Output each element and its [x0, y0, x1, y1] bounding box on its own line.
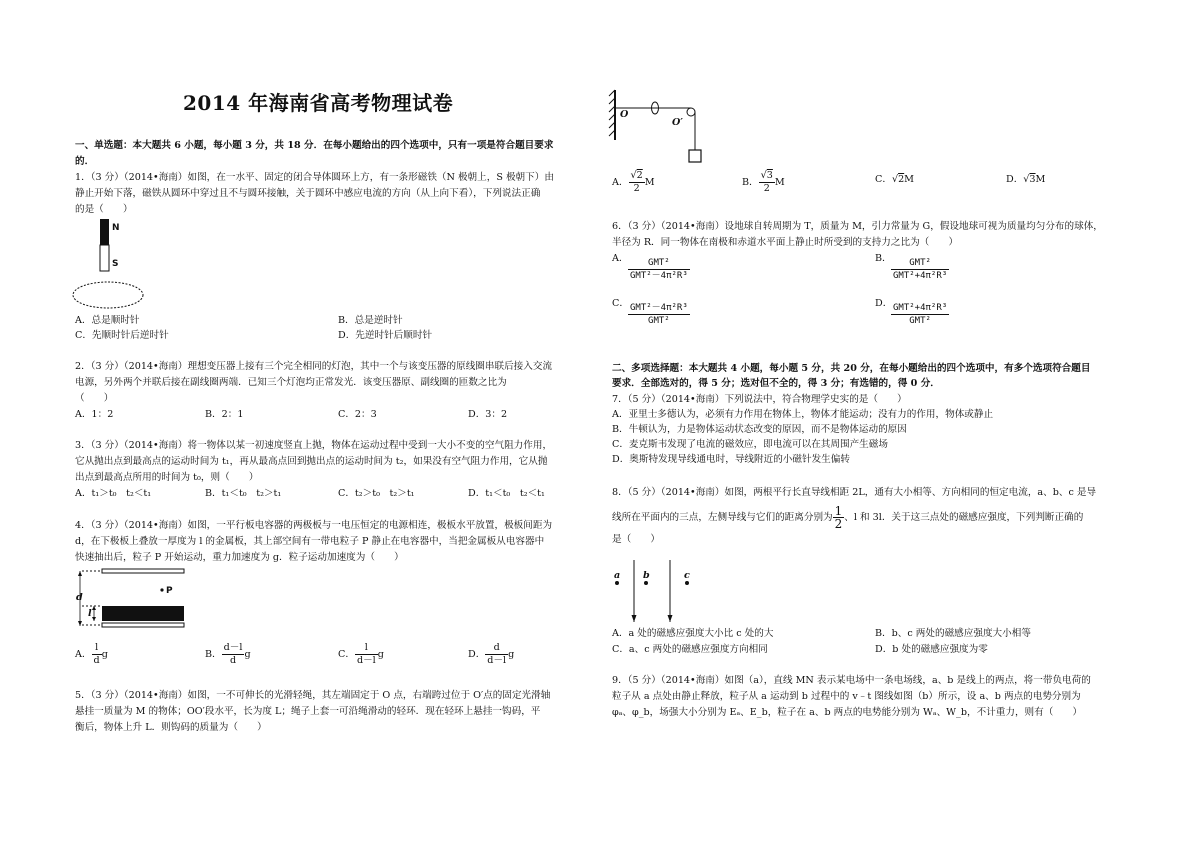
q4-line3: 快速抽出后，粒子 P 开始运动，重力加速度为 g．粒子运动加速度为（ ） — [75, 552, 404, 563]
q8-figure-wires — [608, 556, 718, 626]
q6-option-b-den: GMT²+4π²R³ — [893, 271, 948, 281]
q4-option-d-fraction — [485, 642, 508, 667]
q8-line3: 是（ ） — [612, 534, 660, 545]
q6-option-c-label: C． — [612, 298, 629, 309]
q4-option-a-num: l — [92, 642, 102, 655]
q8-fig-c-label: c — [684, 570, 690, 581]
section1-heading-line2: 的． — [75, 156, 95, 167]
section1-heading-line1: 一、单选题：本大题共 6 小题，每小题 3 分，共 18 分．在每小题给出的四个选项中，只有一项是符合题目要求 — [75, 140, 554, 151]
q8-line2-post: 、l 和 3l．关于这三点处的磁感应强度，下列判断正确的 — [844, 512, 1084, 523]
q4-option-a-fraction — [92, 642, 102, 667]
q4-option-c-num: l — [355, 642, 378, 655]
q9-line3: φₐ、φ_b，场强大小分别为 Eₐ、E_b，粒子在 a、b 两点的电势能分别为 Wₐ、W_b，不计重力，则有（ ） — [612, 707, 1083, 718]
q4-figure-capacitor — [72, 566, 192, 636]
q5-option-d-rad: 3 — [1029, 174, 1036, 185]
q8-fig-b-label: b — [643, 570, 650, 581]
q1-option-b: B．总是逆时针 — [338, 315, 403, 326]
q5-option-c: C．√2M — [875, 174, 914, 185]
q6-option-d-fraction — [891, 302, 949, 327]
q3-line1: 3．（3 分）（2014•海南）将一物体以某一初速度竖直上抛，物体在运动过程中受到一大小不变的空气阻力作用， — [75, 440, 553, 451]
q2-option-c: C．2：3 — [338, 409, 377, 420]
q3-option-d: D．t₁＜t₀ t₂＜t₁ — [468, 488, 545, 499]
q6-option-d-den: GMT² — [909, 316, 931, 326]
q4-option-c — [338, 642, 384, 667]
q5-option-b-den: 2 — [763, 183, 770, 194]
q1-option-d: D．先逆时针后顺时针 — [338, 330, 433, 341]
q9-line2: 粒子从 a 点处由静止释放，粒子从 a 运动到 b 过程中的 v﹣t 图线如图（b）所示，设 a、b 两点的电势分别为 — [612, 691, 1081, 702]
q4-fig-l-label: l — [88, 608, 92, 619]
q4-option-d-suffix: g — [508, 649, 515, 660]
q5-line3: 衡后，物体上升 L．则钩码的质量为（ ） — [75, 722, 267, 733]
q5-option-b — [742, 170, 785, 195]
q3-line3: 出点到最高点所用的时间为 t₀，则（ ） — [75, 472, 259, 483]
q5-option-d: D．√3M — [1006, 174, 1046, 185]
q4-option-d-den: d－l — [487, 655, 507, 666]
q1-option-a: A．总是顺时针 — [75, 315, 140, 326]
magnet-n-label: N — [112, 223, 120, 233]
q4-fig-d-label: d — [76, 592, 83, 603]
q7-option-d: D．奥斯特发现导线通电时，导线附近的小磁针发生偏转 — [612, 454, 850, 465]
page-title: 2014 年海南省高考物理试卷 — [183, 91, 454, 115]
q4-option-b-label: B． — [205, 649, 222, 660]
q5-option-c-label: C． — [875, 174, 892, 185]
q4-option-b-den: d — [229, 655, 237, 666]
q6-option-b-num: GMT² — [891, 257, 949, 270]
q6-option-b-fraction — [891, 257, 949, 282]
q4-option-c-label: C． — [338, 649, 355, 660]
q5-option-c-suffix: M — [904, 174, 914, 185]
q5-fig-o-label: O — [620, 109, 629, 120]
q8-line2-den: 2 — [834, 517, 843, 531]
q2-option-d: D．3：2 — [468, 409, 508, 420]
q6-option-c-fraction — [628, 302, 690, 327]
q5-option-a-suffix: M — [644, 177, 655, 188]
q6-option-c-den: GMT² — [648, 316, 670, 326]
q2-option-b: B．2：1 — [205, 409, 244, 420]
q3-option-c: C．t₂＞t₀ t₂＞t₁ — [338, 488, 415, 499]
q5-line1: 5．（3 分）（2014•海南）如图，一不可伸长的光滑轻绳，其左端固定于 O 点，右端跨过位于 O′点的固定光滑轴 — [75, 690, 551, 701]
q5-option-a-rad: 2 — [636, 170, 643, 181]
q7-option-c: C．麦克斯韦发现了电流的磁效应，即电流可以在其周围产生磁场 — [612, 439, 888, 450]
q7-option-b: B．牛顿认为，力是物体运动状态改变的原因，而不是物体运动的原因 — [612, 424, 907, 435]
q4-option-d-num: d — [485, 642, 508, 655]
q1-line3: 的是（ ） — [75, 204, 133, 215]
q5-figure-rope-pulley — [605, 88, 715, 170]
q6-option-a-fraction — [628, 257, 690, 282]
q7-option-a: A．亚里士多德认为，必须有力作用在物体上，物体才能运动；没有力的作用，物体或静止 — [612, 409, 994, 420]
q5-option-c-rad: 2 — [898, 174, 905, 185]
q5-option-a-den: 2 — [633, 183, 640, 194]
q4-option-a — [75, 642, 108, 667]
q4-option-d-label: D． — [468, 649, 486, 660]
q4-option-c-suffix: g — [377, 649, 384, 660]
q4-option-b-suffix: g — [244, 649, 251, 660]
q7-line1: 7．（5 分）（2014•海南）下列说法中，符合物理学史实的是（ ） — [612, 394, 907, 405]
q4-line2: d，在下极板上叠放一厚度为 l 的金属板，其上部空间有一带电粒子 P 静止在电容器中，当把金属板从电容器中 — [75, 536, 545, 547]
q6-option-b-label: B． — [875, 253, 892, 264]
section2-heading-line1: 二、多项选择题：本大题共 4 小题，每小题 5 分，共 20 分，在每小题给出的四个选项中，有多个选项符合题目 — [612, 363, 1091, 374]
q4-option-a-suffix: g — [101, 649, 108, 660]
q5-option-b-label: B． — [742, 177, 759, 188]
q5-option-d-suffix: M — [1035, 174, 1046, 185]
q4-option-a-den: d — [93, 655, 100, 666]
q4-option-b — [205, 642, 251, 667]
q1-line2: 静止开始下落，磁铁从圆环中穿过且不与圆环接触，关于圆环中感应电流的方向（从上向下看），下列说法正确 — [75, 188, 541, 199]
q8-line2 — [612, 505, 1083, 530]
q8-line1: 8．（5 分）（2014•海南）如图，两根平行长直导线相距 2L，通有大小相等、方向相同的恒定电流，a、b、c 是导 — [612, 487, 1097, 498]
q5-option-b-num: √3 — [760, 170, 773, 181]
q8-line2-num: 1 — [834, 504, 843, 518]
q1-line1: 1．（3 分）（2014•海南）如图，在一水平、固定的闭合导体圆环上方，有一条形磁铁（N 极朝上，S 极朝下）由 — [75, 172, 554, 183]
q4-option-c-fraction — [355, 642, 378, 667]
q5-line2: 悬挂一质量为 M 的物体；OO′段水平，长为度 L；绳子上套一可沿绳滑动的轻环．现在轻环上悬挂一钩码，平 — [75, 706, 541, 717]
section2-heading-line2: 要求．全部选对的，得 5 分；选对但不全的，得 3 分；有选错的，得 0 分． — [612, 378, 940, 389]
q4-option-b-num: d－l — [223, 642, 243, 653]
q5-option-a-num: √2 — [630, 170, 643, 181]
q5-fig-o2-label: O′ — [672, 117, 683, 128]
q2-line1: 2．（3 分）（2014•海南）理想变压器上接有三个完全相同的灯泡，其中一个与该变压器的原线圈串联后接入交流 — [75, 361, 553, 372]
q4-fig-p-label: P — [166, 586, 173, 596]
q6-line2: 半径为 R．同一物体在南极和赤道水平面上静止时所受到的支持力之比为（ ） — [612, 237, 959, 248]
q6-option-d-label: D． — [875, 298, 893, 309]
q6-option-c-num: GMT²－4π²R³ — [630, 303, 688, 313]
q2-option-a: A．1：2 — [75, 409, 114, 420]
q4-option-c-den: d－l — [356, 655, 376, 666]
q8-option-a: A．a 处的磁感应强度大小比 c 处的大 — [612, 628, 774, 639]
q9-line1: 9．（5 分）（2014•海南）如图（a），直线 MN 表示某电场中一条电场线，a、b 是线上的两点，将一带负电荷的 — [612, 675, 1091, 686]
q5-option-a — [612, 170, 655, 195]
q4-line1: 4．（3 分）（2014•海南）如图，一平行板电容器的两极板与一电压恒定的电源相连，极板水平放置，极板间距为 — [75, 520, 553, 531]
q6-option-d-num: GMT²+4π²R³ — [893, 303, 948, 313]
q1-option-c: C．先顺时针后逆时针 — [75, 330, 169, 341]
q6-line1: 6．（3 分）（2014•海南）设地球自转周期为 T，质量为 M，引力常量为 G，假设地球可视为质量均匀分布的球体， — [612, 221, 1103, 232]
q5-option-b-rad: 3 — [766, 170, 773, 181]
q8-fig-a-label: a — [614, 570, 621, 581]
magnet-s-label: S — [112, 259, 119, 269]
q4-option-d — [468, 642, 514, 667]
q4-option-b-fraction — [222, 642, 245, 667]
q5-option-d-label: D． — [1006, 174, 1024, 185]
q8-line2-fraction — [833, 505, 845, 530]
q3-line2: 它从抛出点到最高点的运动时间为 t₁，再从最高点回到抛出点的运动时间为 t₂，如果没有空气阻力作用，它从抛 — [75, 456, 548, 467]
q8-option-b: B．b、c 两处的磁感应强度大小相等 — [875, 628, 1031, 639]
q6-option-a-num: GMT² — [628, 257, 690, 270]
q2-line3: （ ） — [75, 393, 114, 404]
q5-option-a-label: A． — [612, 177, 629, 188]
q6-option-a-label: A． — [612, 253, 629, 264]
q2-line2: 电源，另外两个并联后接在副线圈两端．已知三个灯泡均正常发光．该变压器原、副线圈的匝数之比为 — [75, 377, 507, 388]
q5-option-a-fraction — [629, 170, 645, 195]
q5-option-b-fraction — [759, 170, 775, 195]
q8-line2-pre: 线所在平面内的三点，左侧导线与它们的距离分别为 — [612, 512, 833, 523]
q6-option-a-den: GMT²－4π²R³ — [630, 271, 688, 281]
q8-option-c: C．a、c 两处的磁感应强度方向相同 — [612, 644, 768, 655]
q5-option-b-suffix: M — [774, 177, 785, 188]
q3-option-b: B．t₁＜t₀ t₂＞t₁ — [205, 488, 282, 499]
q8-option-d: D．b 处的磁感应强度为零 — [875, 644, 988, 655]
q4-option-a-label: A． — [75, 649, 92, 660]
q3-option-a: A．t₁＞t₀ t₂＜t₁ — [75, 488, 152, 499]
